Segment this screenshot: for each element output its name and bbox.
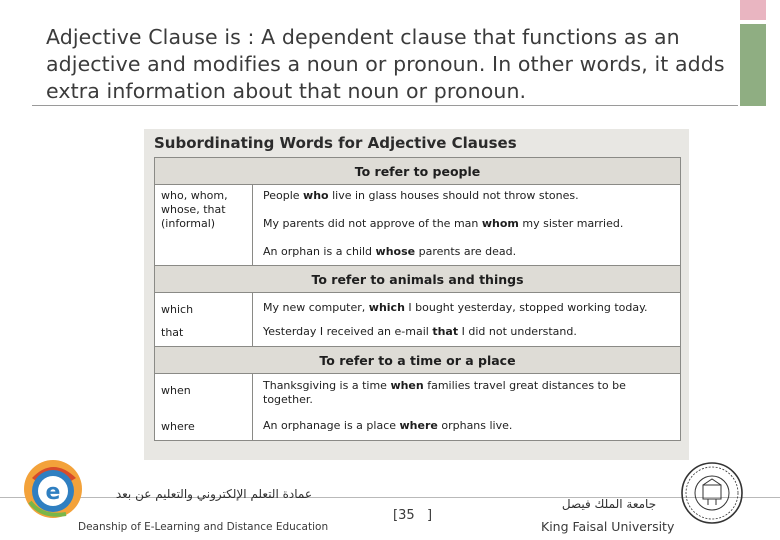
university-name-english: King Faisal University bbox=[541, 519, 675, 534]
subordinator-text: when bbox=[161, 384, 191, 397]
deanship-name-arabic: عمادة التعلم الإلكتروني والتعليم عن بعد bbox=[115, 487, 312, 501]
logo-letter: e bbox=[45, 480, 61, 505]
subordinating-words-table bbox=[154, 157, 681, 441]
section-header-people: To refer to people bbox=[155, 158, 680, 185]
section-header-animals-things: To refer to animals and things bbox=[155, 266, 680, 293]
example-sentence: An orphan is a child whose parents are dead. bbox=[263, 245, 517, 258]
example-cell bbox=[253, 185, 680, 265]
subordinator-cell bbox=[155, 374, 253, 440]
example-sentence: Yesterday I received an e-mail that I did not understand. bbox=[263, 325, 577, 338]
page-number: [35 ] bbox=[393, 508, 433, 523]
example-sentence: My parents did not approve of the man whom my sister married. bbox=[263, 217, 624, 230]
corner-accent-green bbox=[740, 24, 766, 106]
section-body-time-place bbox=[155, 374, 680, 440]
subordinator-text: who, whom, bbox=[161, 189, 228, 202]
example-sentence: People who live in glass houses should not throw stones. bbox=[263, 189, 579, 202]
section-body-animals-things bbox=[155, 293, 680, 347]
deanship-name-english: Deanship of E-Learning and Distance Education bbox=[78, 521, 329, 533]
e-learning-logo bbox=[22, 458, 84, 520]
slide-heading: Adjective Clause is : A dependent clause that functions as an adjective and modifies a noun or pronoun. In other words, it adds extra information about that noun or pronoun. bbox=[46, 25, 725, 103]
textbook-title: Subordinating Words for Adjective Clauses bbox=[154, 134, 517, 152]
subordinator-text: that bbox=[161, 326, 184, 339]
subordinator-text: (informal) bbox=[161, 217, 216, 230]
subordinator-text: whose, that bbox=[161, 203, 226, 216]
example-cell bbox=[253, 293, 680, 346]
corner-accent-pink bbox=[740, 0, 766, 20]
university-seal-icon bbox=[680, 461, 744, 525]
subordinator-cell bbox=[155, 185, 253, 265]
example-sentence: An orphanage is a place where orphans live. bbox=[263, 419, 513, 432]
university-name-arabic: جامعة الملك فيصل bbox=[561, 497, 657, 511]
example-cell bbox=[253, 374, 680, 440]
example-sentence: Thanksgiving is a time when families travel great distances to be together. bbox=[263, 379, 626, 406]
section-body-people bbox=[155, 185, 680, 266]
section-header-time-place: To refer to a time or a place bbox=[155, 347, 680, 374]
example-sentence: My new computer, which I bought yesterday, stopped working today. bbox=[263, 301, 648, 314]
subordinator-text: which bbox=[161, 303, 194, 316]
subordinator-text: where bbox=[161, 420, 195, 433]
subordinator-cell bbox=[155, 293, 253, 346]
heading-divider bbox=[32, 105, 738, 106]
textbook-figure bbox=[144, 129, 689, 460]
